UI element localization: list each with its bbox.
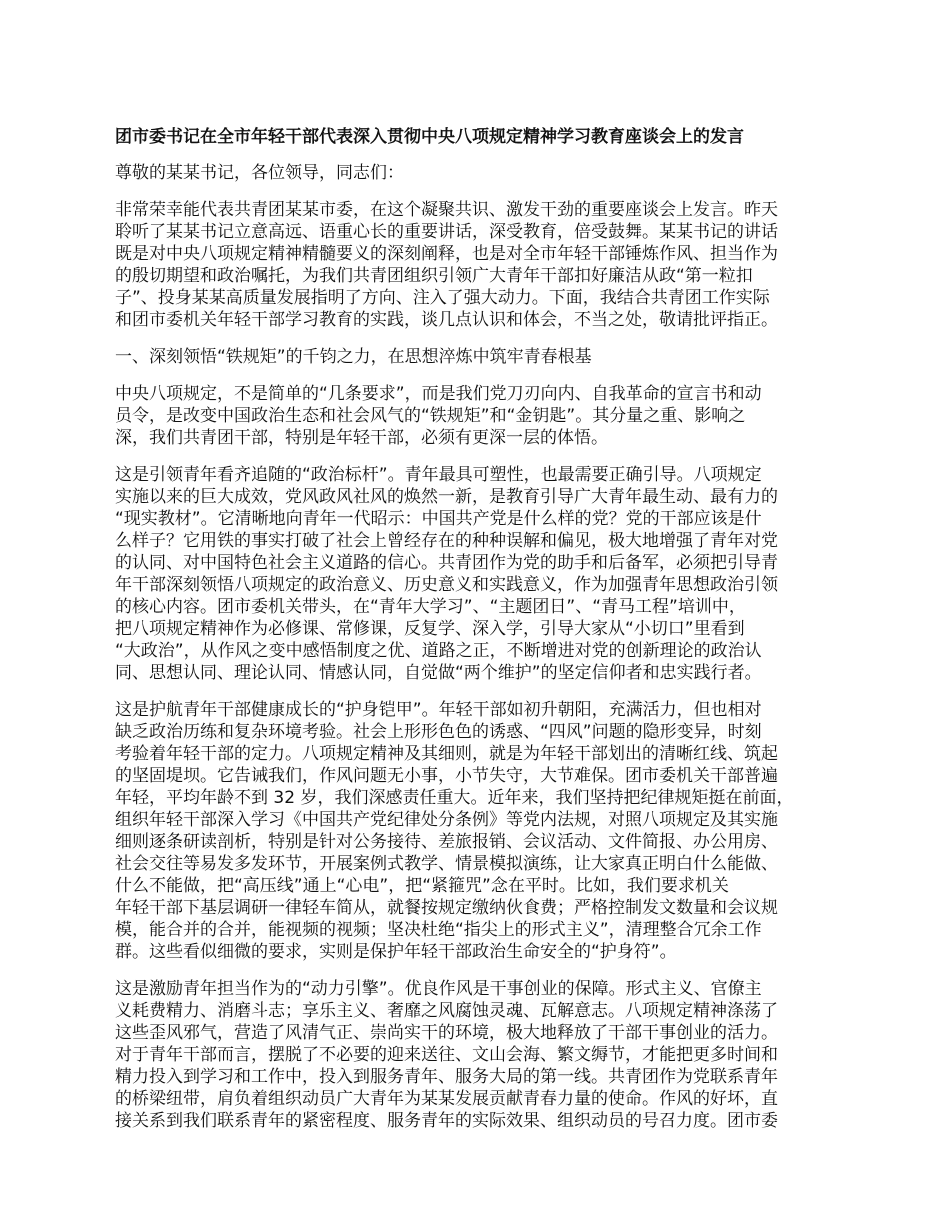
text-line: 模，能合并的合并，能视频的视频；坚决杜绝“指尖上的形式主义”，清理整合冗余工作 <box>115 920 762 940</box>
text-line: 把八项规定精神作为必修课、常修课，反复学、深入学，引导大家从“小切口”里看到 <box>115 619 745 639</box>
text-line: 中央八项规定，不是简单的“几条要求”，而是我们党刀刃向内、自我革命的宣言书和动 <box>115 384 762 404</box>
text-line: 同、思想认同、理论认同、情感认同，自觉做“两个维护”的坚定信仰者和忠实践行者。 <box>115 663 762 683</box>
text-line: 一、深刻领悟“铁规矩”的千钧之力，在思想淬炼中筑牢青春根基 <box>115 347 592 367</box>
text-line: 缺乏政治历练和复杂环境考验。社会上形形色色的诱惑、“四风”问题的隐形变异，时刻 <box>115 722 762 742</box>
text-line: 实施以来的巨大成效，党风政风社风的焕然一新，是教育引导广大青年最生动、最有力的 <box>115 487 778 507</box>
paragraph <box>115 383 845 449</box>
paragraph <box>115 464 845 684</box>
document-body <box>115 162 845 1132</box>
salutation <box>115 162 845 184</box>
text-line: “大政治”，从作风之变中感悟制度之优、道路之正，不断增进对党的创新理论的政治认 <box>115 641 762 661</box>
text-line: 组织年轻干部深入学习《中国共产党纪律处分条例》等党内法规，对照八项规定及其实施 <box>115 810 778 830</box>
text-line: 尊敬的某某书记，各位领导，同志们： <box>115 163 404 183</box>
paragraph <box>115 978 845 1132</box>
text-line: 社会交往等易发多发环节，开展案例式教学、情景模拟演练，让大家真正明白什么能做、 <box>115 854 778 874</box>
text-line: 这是护航青年干部健康成长的“护身铠甲”。年轻干部如初升朝阳，充满活力，但也相对 <box>115 700 762 720</box>
text-line: 和团市委机关年轻干部学习教育的实践，谈几点认识和体会，不当之处，敬请批评指正。 <box>115 310 778 330</box>
text-line: 年轻干部下基层调研一律轻车简从，就餐按规定缴纳伙食费；严格控制发文数量和会议规 <box>115 898 778 918</box>
text-line: 对于青年干部而言，摆脱了不必要的迎来送往、文山会海、繁文缛节，才能把更多时间和 <box>115 1045 778 1065</box>
text-line: 精力投入到学习和工作中，投入到服务青年、服务大局的第一线。共青团作为党联系青年 <box>115 1067 778 1087</box>
text-line: “现实教材”。它清晰地向青年一代昭示：中国共产党是什么样的党？党的干部应该是什 <box>115 509 762 529</box>
paragraph <box>115 199 845 331</box>
section-heading <box>115 346 845 368</box>
paragraph <box>115 699 845 963</box>
text-line: 聆听了某某书记立意高远、语重心长的重要讲话，深受教育，倍受鼓舞。某某书记的讲话 <box>115 222 778 242</box>
text-line: 的坚固堤坝。它告诫我们，作风问题无小事，小节失守，大节难保。团市委机关干部普遍 <box>115 766 778 786</box>
text-line: 的桥梁纽带，肩负着组织动员广大青年为某某发展贡献青春力量的使命。作风的好坏，直 <box>115 1089 778 1109</box>
text-line: 年干部深刻领悟八项规定的政治意义、历史意义和实践意义，作为加强青年思想政治引领 <box>115 575 778 595</box>
text-line: 考验着年轻干部的定力。八项规定精神及其细则，就是为年轻干部划出的清晰红线、筑起 <box>115 744 778 764</box>
document-page <box>115 126 845 1147</box>
text-line: 非常荣幸能代表共青团某某市委，在这个凝聚共识、激发干劲的重要座谈会上发言。昨天 <box>115 200 778 220</box>
text-line: 既是对中央八项规定精神精髓要义的深刻阐释，也是对全市年轻干部锤炼作风、担当作为 <box>115 244 778 264</box>
text-line: 这是引领青年看齐追随的“政治标杆”。青年最具可塑性，也最需要正确引导。八项规定 <box>115 465 762 485</box>
text-line: 深，我们共青团干部，特别是年轻干部，必须有更深一层的体悟。 <box>115 428 608 448</box>
text-line: 年轻，平均年龄不到 32 岁，我们深感责任重大。近年来，我们坚持把纪律规矩挺在前面， <box>115 788 794 808</box>
text-line: 的殷切期望和政治嘱托，为我们共青团组织引领广大青年干部扣好廉洁从政“第一粒扣 <box>115 266 753 286</box>
text-line: 这是激励青年担当作为的“动力引擎”。优良作风是干事创业的保障。形式主义、官僚主 <box>115 979 762 999</box>
document-title: 团市委书记在全市年轻干部代表深入贯彻中央八项规定精神学习教育座谈会上的发言 <box>115 127 744 147</box>
text-line: 细则逐条研读剖析，特别是针对公务接待、差旅报销、会议活动、文件简报、办公用房、 <box>115 832 778 852</box>
text-line: 的核心内容。团市委机关带头，在“青年大学习”、“主题团日”、“青马工程”培训中， <box>115 597 746 617</box>
text-line: 这些歪风邪气，营造了风清气正、崇尚实干的环境，极大地释放了干部干事创业的活力。 <box>115 1023 778 1043</box>
text-line: 么样子？它用铁的事实打破了社会上曾经存在的种种误解和偏见，极大地增强了青年对党 <box>115 531 778 551</box>
text-line: 义耗费精力、消磨斗志；享乐主义、奢靡之风腐蚀灵魂、瓦解意志。八项规定精神涤荡了 <box>115 1001 778 1021</box>
text-line: 员令，是改变中国政治生态和社会风气的“铁规矩”和“金钥匙”。其分量之重、影响之 <box>115 406 746 426</box>
text-line: 的认同、对中国特色社会主义道路的信心。共青团作为党的助手和后备军，必须把引导青 <box>115 553 778 573</box>
text-line: 什么不能做，把“高压线”通上“心电”，把“紧箍咒”念在平时。比如，我们要求机关 <box>115 876 729 896</box>
text-line: 子”、投身某某高质量发展指明了方向、注入了强大动力。下面，我结合共青团工作实际 <box>115 288 770 308</box>
text-line: 群。这些看似细微的要求，实则是保护年轻干部政治生命安全的“护身符”。 <box>115 942 677 962</box>
text-line: 接关系到我们联系青年的紧密程度、服务青年的实际效果、组织动员的号召力度。团市委 <box>115 1111 778 1131</box>
